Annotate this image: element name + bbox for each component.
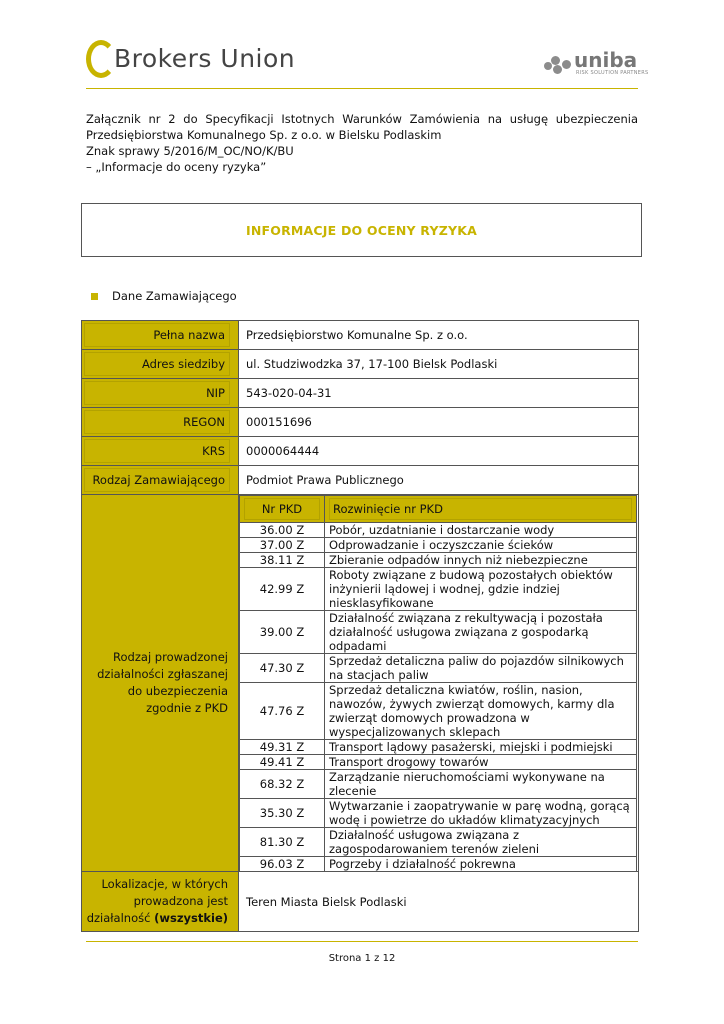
row-label-cell (82, 379, 239, 408)
row-value: 543-020-04-31 (239, 379, 639, 408)
pkd-row (240, 857, 637, 872)
brokers-union-logo-text: Brokers Union (114, 44, 296, 73)
pkd-desc: Zarządzanie nieruchomościami wykonywane na zlecenie (325, 770, 637, 799)
pkd-code: 68.32 Z (240, 770, 325, 799)
pkd-row (240, 770, 637, 799)
row-value: 0000064444 (239, 437, 639, 466)
pkd-code: 47.76 Z (240, 683, 325, 740)
pkd-header-desc-cell (325, 496, 637, 523)
uniba-logo (544, 48, 649, 78)
pkd-desc: Pogrzeby i działalność pokrewna (325, 857, 637, 872)
row-label: Rodzaj Zamawiającego (84, 468, 230, 492)
brokers-union-logo-mark (86, 40, 116, 78)
pkd-row (240, 611, 637, 654)
row-value: Podmiot Prawa Publicznego (239, 466, 639, 495)
pkd-code: 49.41 Z (240, 755, 325, 770)
section-bullet (91, 289, 237, 303)
intro-line: Przedsiębiorstwa Komunalnego Sp. z o.o. w Bielsku Podlaskim (86, 128, 442, 142)
pkd-desc: Działalność związana z rekultywacją i pozostała działalność usługowa związana z gospodarką odpadami (325, 611, 637, 654)
pkd-table (239, 495, 637, 872)
pkd-row (240, 654, 637, 683)
row-value: 000151696 (239, 408, 639, 437)
row-value: Przedsiębiorstwo Komunalne Sp. z o.o. (239, 321, 639, 350)
square-bullet-icon (91, 293, 98, 300)
row-label: Adres siedziby (84, 352, 230, 376)
table-row (82, 321, 639, 350)
page-header (0, 0, 724, 90)
table-row (82, 408, 639, 437)
pkd-desc: Działalność usługowa związana z zagospodarowaniem terenów zieleni (325, 828, 637, 857)
pkd-row (240, 683, 637, 740)
pkd-desc: Transport lądowy pasażerski, miejski i podmiejski (325, 740, 637, 755)
row-label-cell (82, 437, 239, 466)
pkd-desc: Roboty związane z budową pozostałych obiektów inżynierii lądowej i wodnej, gdzie indziej niesklasyfikowane (325, 568, 637, 611)
pkd-cell (239, 495, 639, 872)
row-label-cell (82, 350, 239, 379)
pkd-code: 37.00 Z (240, 538, 325, 553)
locations-label (82, 872, 232, 931)
row-label-cell (82, 495, 239, 872)
pkd-row (240, 799, 637, 828)
pkd-desc: Odprowadzanie i oczyszczanie ścieków (325, 538, 637, 553)
row-label-cell (82, 466, 239, 495)
table-row (82, 437, 639, 466)
pkd-desc: Sprzedaż detaliczna paliw do pojazdów silnikowych na stacjach paliw (325, 654, 637, 683)
intro-line: – „Informacje do oceny ryzyka” (86, 160, 267, 174)
title-box (81, 203, 642, 257)
pkd-code: 42.99 Z (240, 568, 325, 611)
table-row (82, 495, 639, 872)
pkd-header-desc: Rozwinięcie nr PKD (329, 498, 632, 520)
uniba-logo-subtitle: RISK SOLUTION PARTNERS (576, 70, 649, 76)
pkd-header-code: Nr PKD (244, 498, 320, 520)
row-label-cell (82, 872, 239, 932)
row-label-cell (82, 321, 239, 350)
header-divider (86, 88, 638, 89)
row-label: REGON (84, 410, 230, 434)
table-row (82, 872, 639, 932)
intro-line: Znak sprawy 5/2016/M_OC/NO/K/BU (86, 144, 294, 158)
pkd-code: 39.00 Z (240, 611, 325, 654)
table-row (82, 350, 639, 379)
page-number: Strona 1 z 12 (328, 953, 396, 964)
uniba-logo-text: uniba (574, 48, 638, 72)
pkd-header-row (240, 496, 637, 523)
uniba-dots-icon (544, 54, 574, 74)
pkd-row (240, 568, 637, 611)
pkd-row (240, 755, 637, 770)
intro-text (86, 111, 638, 175)
table-row (82, 379, 639, 408)
pkd-code: 96.03 Z (240, 857, 325, 872)
locations-label-bold: (wszystkie) (154, 911, 228, 925)
locations-value: Teren Miasta Bielsk Podlaski (239, 872, 639, 932)
pkd-desc: Transport drogowy towarów (325, 755, 637, 770)
pkd-header-code-cell (240, 496, 325, 523)
row-label: Pełna nazwa (84, 323, 230, 347)
pkd-row (240, 740, 637, 755)
pkd-row (240, 553, 637, 568)
footer-divider (86, 941, 638, 942)
row-label-cell (82, 408, 239, 437)
pkd-code: 35.30 Z (240, 799, 325, 828)
pkd-code: 81.30 Z (240, 828, 325, 857)
pkd-code: 49.31 Z (240, 740, 325, 755)
intro-line: Załącznik nr 2 do Specyfikacji Istotnych Warunków Zamówienia na usługę ubezpieczenia (86, 112, 638, 126)
pkd-desc: Sprzedaż detaliczna kwiatów, roślin, nasion, nawozów, żywych zwierząt domowych, karmy dla zwierząt domowych prowadzona w wyspecjalizowanych sklepach (325, 683, 637, 740)
row-value: ul. Studziwodzka 37, 17-100 Bielsk Podlaski (239, 350, 639, 379)
page-title: INFORMACJE DO OCENY RYZYKA (246, 222, 477, 238)
pkd-desc: Zbieranie odpadów innych niż niebezpieczne (325, 553, 637, 568)
pkd-desc: Wytwarzanie i zaopatrywanie w parę wodną, gorącą wodę i powietrze do układów klimatyzacyjnych (325, 799, 637, 828)
pkd-code: 47.30 Z (240, 654, 325, 683)
locations-label-text: Lokalizacje, w których prowadzona jest działalność (86, 877, 228, 925)
pkd-code: 36.00 Z (240, 523, 325, 538)
pkd-desc: Pobór, uzdatnianie i dostarczanie wody (325, 523, 637, 538)
section-label: Dane Zamawiającego (112, 289, 237, 303)
row-label: KRS (84, 439, 230, 463)
pkd-code: 38.11 Z (240, 553, 325, 568)
pkd-row (240, 828, 637, 857)
pkd-row (240, 538, 637, 553)
pkd-row (240, 523, 637, 538)
customer-data-table (81, 320, 639, 932)
table-row (82, 466, 639, 495)
pkd-label: Rodzaj prowadzonej działalności zgłaszanej do ubezpieczenia zgodnie z PKD (97, 650, 228, 715)
row-label: NIP (84, 381, 230, 405)
